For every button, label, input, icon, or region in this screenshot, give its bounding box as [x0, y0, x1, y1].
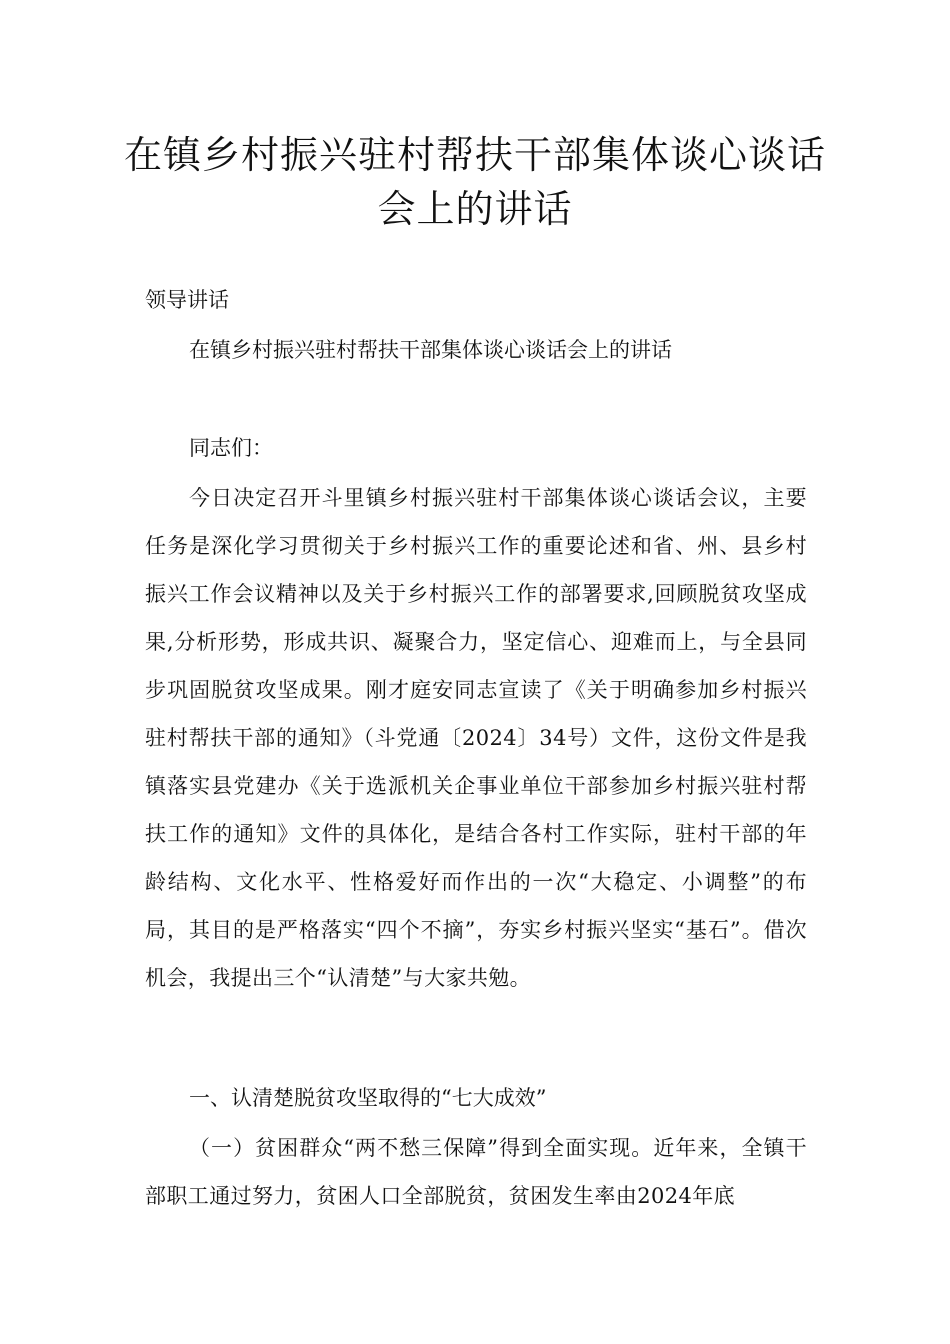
paragraph-section-1-1: （一）贫困群众“两不愁三保障”得到全面实现。近年来，全镇干部职工通过努力，贫困人口全部脱贫，贫困发生率由2024年底	[145, 1136, 807, 1208]
document-category: 领导讲话	[145, 288, 229, 312]
document-title: 在镇乡村振兴驻村帮扶干部集体谈心谈话会上的讲话	[123, 133, 826, 231]
paragraph-opening: 今日决定召开斗里镇乡村振兴驻村干部集体谈心谈话会议，主要任务是深化学习贯彻关于乡村振兴工作的重要论述和省、州、县乡村振兴工作会议精神以及关于乡村振兴工作的部署要求,回顾脱贫攻坚成果,分析形势，形成共识、凝聚合力，坚定信心、迎难而上，与全县同步巩固脱贫攻坚成果。刚才庭安同志宣读了《关于明确参加乡村振兴驻村帮扶干部的通知》（斗党通〔2024〕34号）文件，这份文件是我镇落实县党建办《关于选派机关企事业单位干部参加乡村振兴驻村帮扶工作的通知》文件的具体化，是结合各村工作实际，驻村干部的年龄结构、文化水平、性格爱好而作出的一次“大稳定、小调整”的布局，其目的是严格落实“四个不摘”，夯实乡村振兴坚实“基石”。借次机会，我提出三个“认清楚”与大家共勉。	[145, 486, 807, 990]
section-heading-1: 一、认清楚脱贫攻坚取得的“七大成效”	[189, 1086, 547, 1110]
salutation: 同志们：	[189, 436, 273, 460]
document-subtitle: 在镇乡村振兴驻村帮扶干部集体谈心谈话会上的讲话	[189, 338, 672, 362]
